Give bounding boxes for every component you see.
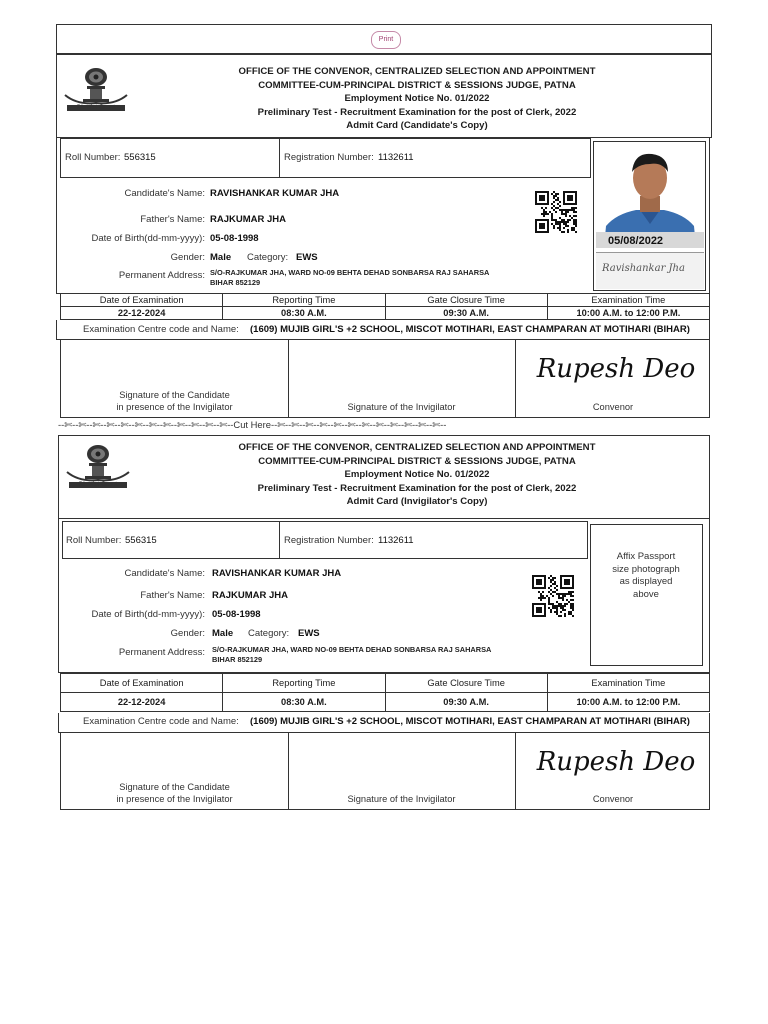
father-name-label: Father's Name: <box>140 590 205 601</box>
registration-number-value: 1132611 <box>378 535 414 546</box>
reporting-time-value: 08:30 A.M. <box>223 307 385 320</box>
exam-header-gate: Gate Closure Time <box>385 674 547 693</box>
registration-number-value: 1132611 <box>378 152 414 163</box>
header-line4: Preliminary Test - Recruitment Examination for the post of Clerk, 2022 <box>257 106 577 118</box>
photo-signature-text: Ravishankar Jha <box>602 263 685 274</box>
convenor-caption: Convenor <box>592 794 634 804</box>
address-line2: BIHAR 852129 <box>212 655 263 664</box>
registration-number-cell <box>279 138 591 178</box>
candidate-name-label: Candidate's Name: <box>124 188 205 199</box>
registration-number-label: Registration Number: <box>284 535 374 546</box>
print-button[interactable]: Print <box>371 31 401 49</box>
exam-centre-row <box>58 713 710 733</box>
candidate-signature-caption <box>61 389 288 413</box>
address-label: Permanent Address: <box>118 270 205 281</box>
affix-photo-line1: Affix Passport <box>616 551 676 562</box>
print-bar <box>56 24 712 54</box>
category-value: EWS <box>296 252 318 263</box>
affix-photo-line3: as displayed <box>619 576 673 587</box>
affix-photo-line2: size photograph <box>612 563 680 575</box>
exam-schedule-table <box>60 673 710 712</box>
exam-schedule-value-row <box>61 693 710 712</box>
exam-centre-label: Examination Centre code and Name: <box>83 324 239 335</box>
exam-schedule-header-row <box>61 674 710 693</box>
invigilator-signature-caption: Signature of the Invigilator <box>347 402 456 412</box>
photo-signature <box>596 252 704 289</box>
registration-number-label: Registration Number: <box>284 152 374 163</box>
candidate-signature-line2: in presence of the Invigilator <box>116 794 233 804</box>
convenor-signature: Rupesh Deo <box>536 747 696 777</box>
exam-schedule-header-row <box>61 294 710 307</box>
exam-header-date: Date of Examination <box>61 674 223 693</box>
header-line2: COMMITTEE-CUM-PRINCIPAL DISTRICT & SESSIONS JUDGE, PATNA <box>258 455 576 467</box>
address-label: Permanent Address: <box>118 647 205 658</box>
exam-centre-value: (1609) MUJIB GIRL'S +2 SCHOOL, MISCOT MOTIHARI, EAST CHAMPARAN AT MOTIHARI (BIHAR) <box>250 716 690 727</box>
dob-label: Date of Birth(dd-mm-yyyy): <box>91 233 205 244</box>
roll-number-cell <box>62 521 280 559</box>
convenor-signature: Rupesh Deo <box>536 354 696 384</box>
logo-caption: District Court <box>76 105 116 111</box>
candidate-name-label: Candidate's Name: <box>124 568 205 579</box>
exam-header-reporting: Reporting Time <box>223 294 385 307</box>
exam-date-value: 22-12-2024 <box>61 693 223 712</box>
cut-here-line: --✄--✄--✄--✄--✄--✄--✄--✄--✄--✄--✄--✄--Cut Here--✄--✄--✄--✄--✄--✄--✄--✄--✄--✄--✄--✄-- <box>58 419 447 430</box>
address-line1: S/O-RAJKUMAR JHA, WARD NO-09 BEHTA DEHAD SONBARSA RAJ SAHARSA <box>210 268 490 277</box>
exam-header-time: Examination Time <box>547 294 709 307</box>
photo-date-label: 05/08/2022 <box>608 235 664 247</box>
candidate-photo-frame <box>593 141 706 291</box>
category-label: Category: <box>247 252 289 263</box>
registration-number-cell <box>279 521 588 559</box>
father-name-label: Father's Name: <box>140 214 205 225</box>
header-line2: COMMITTEE-CUM-PRINCIPAL DISTRICT & SESSIONS JUDGE, PATNA <box>258 79 576 91</box>
qr-code-icon <box>535 191 577 233</box>
reporting-time-value: 08:30 A.M. <box>223 693 385 712</box>
invigilator-copy-header <box>58 435 710 519</box>
exam-schedule-value-row <box>61 307 710 320</box>
address-value <box>212 645 532 665</box>
candidate-photo <box>596 144 704 248</box>
exam-centre-label: Examination Centre code and Name: <box>83 716 239 727</box>
exam-time-value: 10:00 A.M. to 12:00 P.M. <box>547 307 709 320</box>
category-value: EWS <box>298 628 320 639</box>
invigilator-signature-caption: Signature of the Invigilator <box>347 794 456 804</box>
exam-centre-value: (1609) MUJIB GIRL'S +2 SCHOOL, MISCOT MOTIHARI, EAST CHAMPARAN AT MOTIHARI (BIHAR) <box>250 324 690 335</box>
exam-header-date: Date of Examination <box>61 294 223 307</box>
convenor-caption: Convenor <box>592 402 634 412</box>
candidate-name-value: RAVISHANKAR KUMAR JHA <box>212 568 342 579</box>
father-name-value: RAJKUMAR JHA <box>212 590 289 601</box>
exam-centre-row <box>56 320 710 340</box>
roll-number-label: Roll Number: <box>66 535 122 546</box>
exam-time-value: 10:00 A.M. to 12:00 P.M. <box>547 693 709 712</box>
signature-section <box>60 733 710 810</box>
candidate-copy-header <box>56 54 712 138</box>
father-name-value: RAJKUMAR JHA <box>210 214 287 225</box>
dob-value: 05-08-1998 <box>210 233 259 244</box>
dob-label: Date of Birth(dd-mm-yyyy): <box>91 609 205 620</box>
gender-label: Gender: <box>170 628 205 639</box>
admit-card-title: Admit Card (Invigilator's Copy) <box>346 496 488 508</box>
exam-header-reporting: Reporting Time <box>223 674 385 693</box>
dob-value: 05-08-1998 <box>212 609 261 620</box>
header-text-block <box>137 441 697 509</box>
roll-number-value: 556315 <box>124 152 156 163</box>
affix-photo-box <box>590 524 703 666</box>
candidate-signature-line1: Signature of the Candidate <box>119 390 230 400</box>
address-line2: BIHAR 852129 <box>210 278 261 287</box>
candidate-signature-line1: Signature of the Candidate <box>119 782 230 792</box>
candidate-signature-line2: in presence of the Invigilator <box>116 402 233 412</box>
gender-label: Gender: <box>170 252 205 263</box>
affix-photo-line4: above <box>633 588 659 600</box>
header-line3: Employment Notice No. 01/2022 <box>344 469 490 481</box>
gender-value: Male <box>210 252 232 263</box>
signature-section <box>60 340 710 418</box>
header-line4: Preliminary Test - Recruitment Examination for the post of Clerk, 2022 <box>257 482 577 494</box>
candidate-name-value: RAVISHANKAR KUMAR JHA <box>210 188 340 199</box>
exam-date-value: 22-12-2024 <box>61 307 223 320</box>
exam-header-gate: Gate Closure Time <box>385 294 547 307</box>
exam-schedule-table <box>60 293 710 320</box>
qr-code-icon <box>532 575 574 617</box>
gender-value: Male <box>212 628 234 639</box>
header-text-block <box>137 65 697 133</box>
roll-number-label: Roll Number: <box>65 152 121 163</box>
gate-closure-value: 09:30 A.M. <box>385 307 547 320</box>
address-value <box>210 268 530 288</box>
candidate-signature-caption <box>61 781 288 805</box>
header-line3: Employment Notice No. 01/2022 <box>344 93 490 105</box>
exam-header-time: Examination Time <box>547 674 709 693</box>
header-line1: OFFICE OF THE CONVENOR, CENTRALIZED SELECTION AND APPOINTMENT <box>238 66 596 77</box>
roll-number-value: 556315 <box>125 535 157 546</box>
affix-photo-text <box>591 551 701 601</box>
roll-number-cell <box>60 138 280 178</box>
gate-closure-value: 09:30 A.M. <box>385 693 547 712</box>
address-line1: S/O-RAJKUMAR JHA, WARD NO-09 BEHTA DEHAD SONBARSA RAJ SAHARSA <box>212 645 492 654</box>
category-label: Category: <box>248 628 290 639</box>
header-line1: OFFICE OF THE CONVENOR, CENTRALIZED SELECTION AND APPOINTMENT <box>238 442 596 453</box>
logo-caption: District Court <box>78 482 118 488</box>
admit-card-title: Admit Card (Candidate's Copy) <box>346 120 488 132</box>
